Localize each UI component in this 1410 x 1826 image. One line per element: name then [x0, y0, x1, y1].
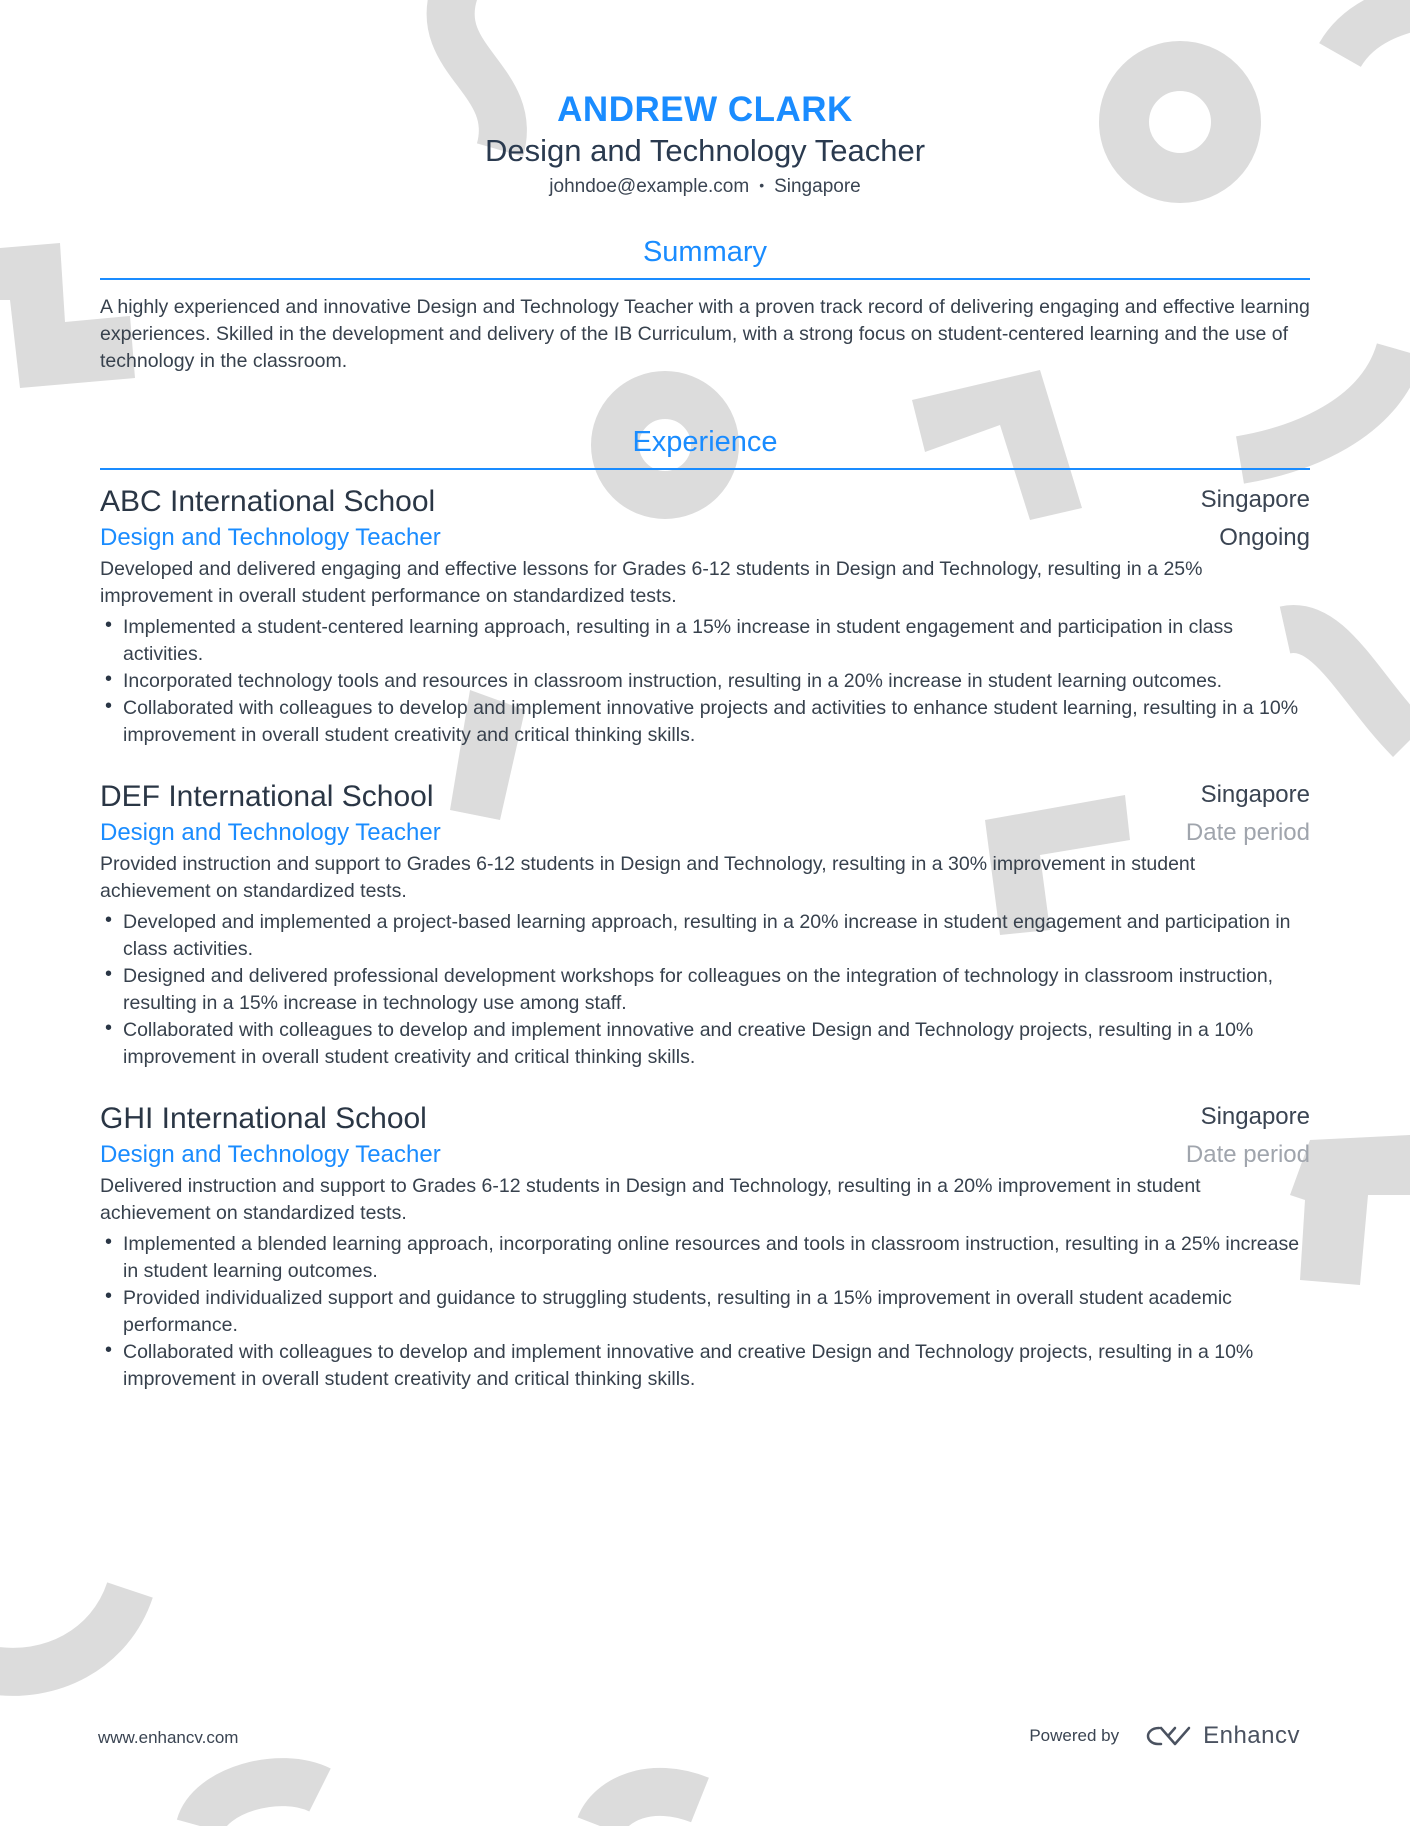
powered-by-label: Powered by — [1029, 1726, 1120, 1745]
job-bullets — [100, 909, 1310, 1071]
job-description: Developed and delivered engaging and effective lessons for Grades 6-12 students in Design and Technology, resulting in a 25% improvement in overall student performance on standardized tests. — [100, 558, 1203, 607]
summary-rule — [100, 278, 1310, 280]
job-location: Singapore — [1200, 1103, 1310, 1130]
job-company: GHI International School — [100, 1102, 427, 1135]
job-description: Delivered instruction and support to Grades 6-12 students in Design and Technology, resulting in a 20% improvement in student achievement on standardized tests. — [100, 1175, 1201, 1224]
job-bullet: • Provided individualized support and guidance to struggling students, resulting in a 15% improvement in overall student academic performance. — [100, 1285, 1310, 1339]
job-bullet: • Incorporated technology tools and resources in classroom instruction, resulting in a 20% increase in student learning outcomes. — [100, 668, 1310, 695]
enhancv-logo-icon — [1145, 1723, 1193, 1749]
job-role: Design and Technology Teacher — [100, 1141, 441, 1168]
job-company: ABC International School — [100, 485, 436, 518]
job-role: Design and Technology Teacher — [100, 524, 441, 551]
job-entry — [100, 779, 1310, 1071]
footer-branding — [1029, 1722, 1300, 1750]
job-date: Ongoing — [1219, 524, 1310, 551]
job-date: Date period — [1185, 819, 1310, 846]
footer-website[interactable]: www.enhancv.com — [98, 1728, 239, 1747]
job-description: Provided instruction and support to Grades 6-12 students in Design and Technology, resulting in a 30% improvement in student achievement on standardized tests. — [100, 853, 1196, 902]
job-location: Singapore — [1200, 781, 1310, 808]
job-bullet: • Designed and delivered professional development workshops for colleagues on the integration of technology in classroom instruction, resulting in a 15% increase in technology use among staff. — [100, 963, 1310, 1017]
job-bullet: • Developed and implemented a project-based learning approach, resulting in a 20% increase in student engagement and participation in class activities. — [100, 909, 1310, 963]
experience-rule — [100, 468, 1310, 470]
job-bullet: • Implemented a blended learning approach, incorporating online resources and tools in classroom instruction, resulting in a 25% increase in student learning outcomes. — [100, 1231, 1310, 1285]
job-bullets — [100, 1231, 1310, 1393]
contact-line — [0, 171, 1410, 201]
job-entry — [100, 1101, 1310, 1393]
job-bullet: • Implemented a student-centered learning approach, resulting in a 15% increase in student engagement and participation in class activities. — [100, 614, 1310, 668]
experience-heading: Experience — [632, 426, 778, 458]
job-entry — [100, 484, 1310, 749]
job-date: Date period — [1185, 1141, 1310, 1168]
job-bullet: • Collaborated with colleagues to develop and implement innovative and creative Design and Technology projects, resulting in a 10% improvement in overall student creativity and critical thinking skills. — [100, 1339, 1310, 1393]
candidate-title: Design and Technology Teacher — [484, 133, 926, 168]
summary-text: A highly experienced and innovative Design and Technology Teacher with a proven track record of delivering engaging and effective learning experiences. Skilled in the development and delivery of the IB Curriculum, with a strong focus on student-centered learning and the use of technology in the classroom. — [100, 296, 1310, 372]
brand-name: Enhancv — [1203, 1722, 1300, 1749]
job-role: Design and Technology Teacher — [100, 819, 441, 846]
job-location: Singapore — [1200, 486, 1310, 513]
contact-location: Singapore — [774, 176, 861, 197]
job-bullet: • Collaborated with colleagues to develop and implement innovative projects and activities to enhance student learning, resulting in a 10% improvement in overall student creativity and critical thinking skills. — [100, 695, 1310, 749]
job-bullet: • Collaborated with colleagues to develop and implement innovative and creative Design and Technology projects, resulting in a 10% improvement in overall student creativity and critical thinking skills. — [100, 1017, 1310, 1071]
job-company: DEF International School — [100, 780, 434, 813]
job-bullets — [100, 614, 1310, 749]
contact-separator: • — [759, 177, 765, 193]
candidate-name: ANDREW CLARK — [557, 90, 853, 129]
summary-heading: Summary — [642, 236, 768, 268]
resume-header — [0, 88, 1410, 201]
email[interactable]: johndoe@example.com — [549, 176, 750, 197]
